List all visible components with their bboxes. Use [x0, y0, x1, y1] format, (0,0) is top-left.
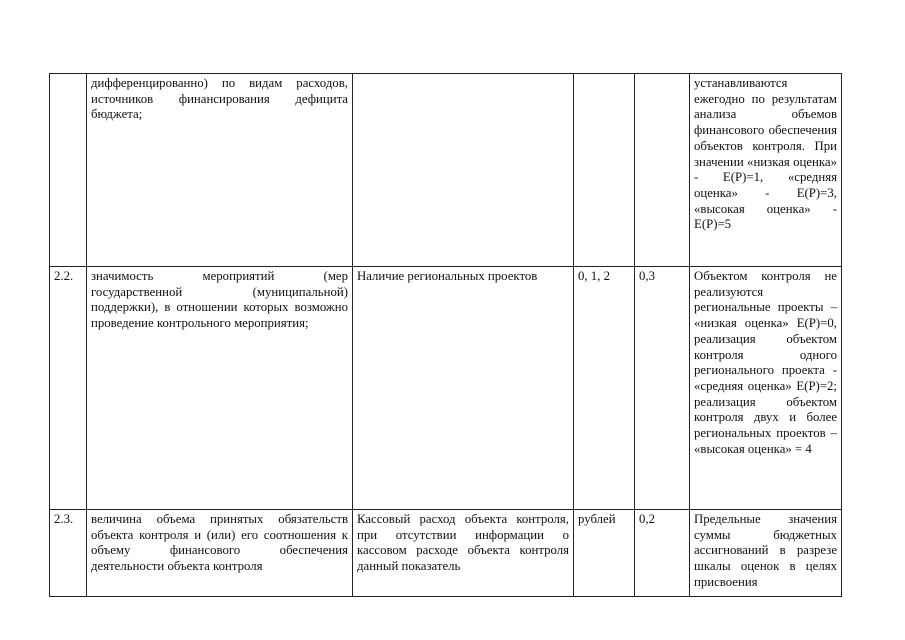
unit-cell: 0, 1, 2 — [574, 267, 635, 510]
table-row — [50, 74, 842, 267]
note-cell: Объектом контроля не реализуются региональные проекты – «низкая оценка» E(P)=0, реализация объектом контроля одного регионального проекта - «средняя оценка» E(P)=2; реализация объектом контроля двух и более региональных проектов – «высокая оценка» = 4 — [690, 267, 842, 510]
indicator-cell — [353, 510, 574, 597]
indicator-text: Кассовый расход объекта контроля, при отсутствии информации о кассовом расходе объекта контроля данный показатель — [357, 512, 569, 574]
table-row — [50, 510, 842, 597]
weight-cell: 0,3 — [635, 267, 690, 510]
weight-cell: 0,2 — [635, 510, 690, 597]
note-cell — [690, 510, 842, 597]
table-row — [50, 267, 842, 510]
criterion-cell: значимость мероприятий (мер государственной (муниципальной) поддержки), в отношении которых возможно проведение контрольного мероприятия; — [87, 267, 353, 510]
unit-cell: рублей — [574, 510, 635, 597]
row-number: 2.3. — [50, 510, 87, 597]
criterion-cell — [87, 510, 353, 597]
note-text: Предельные значения суммы бюджетных ассигнований в разрезе шкалы оценок в целях присвоения — [694, 512, 837, 589]
row-number — [50, 74, 87, 267]
unit-cell — [574, 74, 635, 267]
row-number: 2.2. — [50, 267, 87, 510]
indicator-cell — [353, 74, 574, 267]
weight-cell — [635, 74, 690, 267]
criterion-text: величина объема принятых обязательств объекта контроля и (или) его соотношения к объему финансового обеспечения деятельности объекта контроля — [91, 512, 348, 574]
note-cell: устанавливаются ежегодно по результатам анализа объемов финансового обеспечения объектов контроля. При значении «низкая оценка» - E(P)=1, «средняя оценка» - E(P)=3, «высокая оценка» - E(P)=5 — [690, 74, 842, 267]
criterion-cell: дифференцированно) по видам расходов, источников финансирования дефицита бюджета; — [87, 74, 353, 267]
indicator-cell: Наличие региональных проектов — [353, 267, 574, 510]
criteria-table — [49, 73, 842, 597]
